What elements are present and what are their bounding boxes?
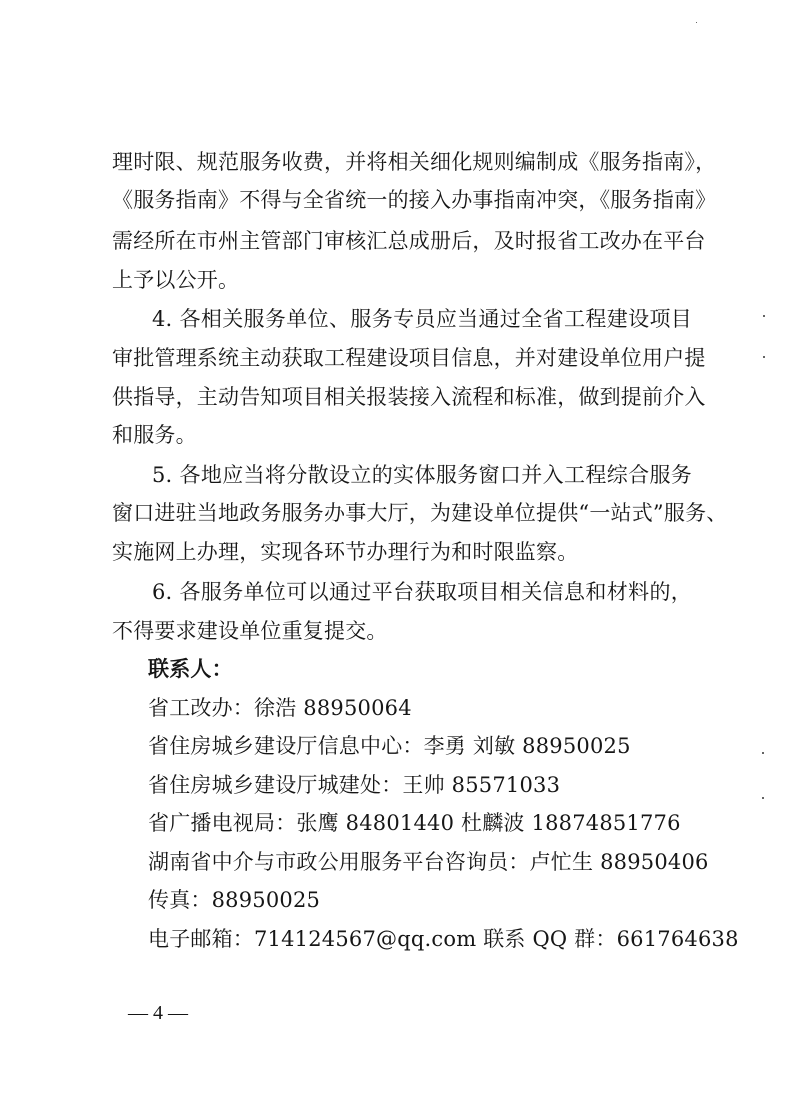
- paragraph-5-line-3: 实施网上办理，实现各环节办理行为和时限监察。: [112, 540, 579, 564]
- scan-speck: [763, 315, 765, 317]
- paragraph-4-line-3: 供指导，主动告知项目相关报装接入流程和标准，做到提前介入: [112, 385, 706, 409]
- contact-line-email-qq: 电子邮箱：714124567@qq.com 联系 QQ 群：661764638: [148, 927, 739, 951]
- scan-speck: [763, 356, 765, 358]
- contact-line-info-center: 省住房城乡建设厅信息中心：李勇 刘敏 88950025: [148, 734, 631, 758]
- contact-line-fax: 传真：88950025: [148, 888, 321, 912]
- paragraph-6-line-1: 6. 各服务单位可以通过平台获取项目相关信息和材料的，: [152, 580, 692, 604]
- paragraph-intro-line-2: 《服务指南》不得与全省统一的接入办事指南冲突，《服务指南》: [112, 188, 717, 212]
- scan-speck: [762, 752, 764, 754]
- paragraph-5-line-1: 5. 各地应当将分散设立的实体服务窗口并入工程综合服务: [152, 463, 692, 487]
- contact-line-platform-consultant: 湖南省中介与市政公用服务平台咨询员：卢忙生 88950406: [148, 850, 709, 874]
- paragraph-4-line-2: 审批管理系统主动获取工程建设项目信息，并对建设单位用户提: [112, 346, 706, 370]
- paragraph-5-line-2: 窗口进驻当地政务服务办事大厅，为建设单位提供“一站式”服务、: [112, 501, 728, 525]
- contact-line-broadcast-bureau: 省广播电视局：张鹰 84801440 杜麟波 18874851776: [148, 811, 681, 835]
- scan-speck: [696, 22, 697, 23]
- contact-line-urban-construction: 省住房城乡建设厅城建处：王帅 85571033: [148, 773, 561, 797]
- paragraph-intro-line-1: 理时限、规范服务收费，并将相关细化规则编制成《服务指南》，: [112, 150, 717, 174]
- contact-line-provincial-reform-office: 省工改办：徐浩 88950064: [148, 696, 412, 720]
- page-number: — 4 —: [128, 1002, 188, 1024]
- contacts-heading: 联系人：: [148, 656, 233, 681]
- paragraph-intro-line-3: 需经所在市州主管部门审核汇总成册后，及时报省工改办在平台: [112, 229, 706, 253]
- paragraph-6-line-2: 不得要求建设单位重复提交。: [112, 619, 388, 643]
- paragraph-intro-line-4: 上予以公开。: [112, 268, 240, 292]
- paragraph-4-line-4: 和服务。: [112, 423, 197, 447]
- scan-speck: [762, 797, 764, 799]
- paragraph-4-line-1: 4. 各相关服务单位、服务专员应当通过全省工程建设项目: [152, 307, 692, 331]
